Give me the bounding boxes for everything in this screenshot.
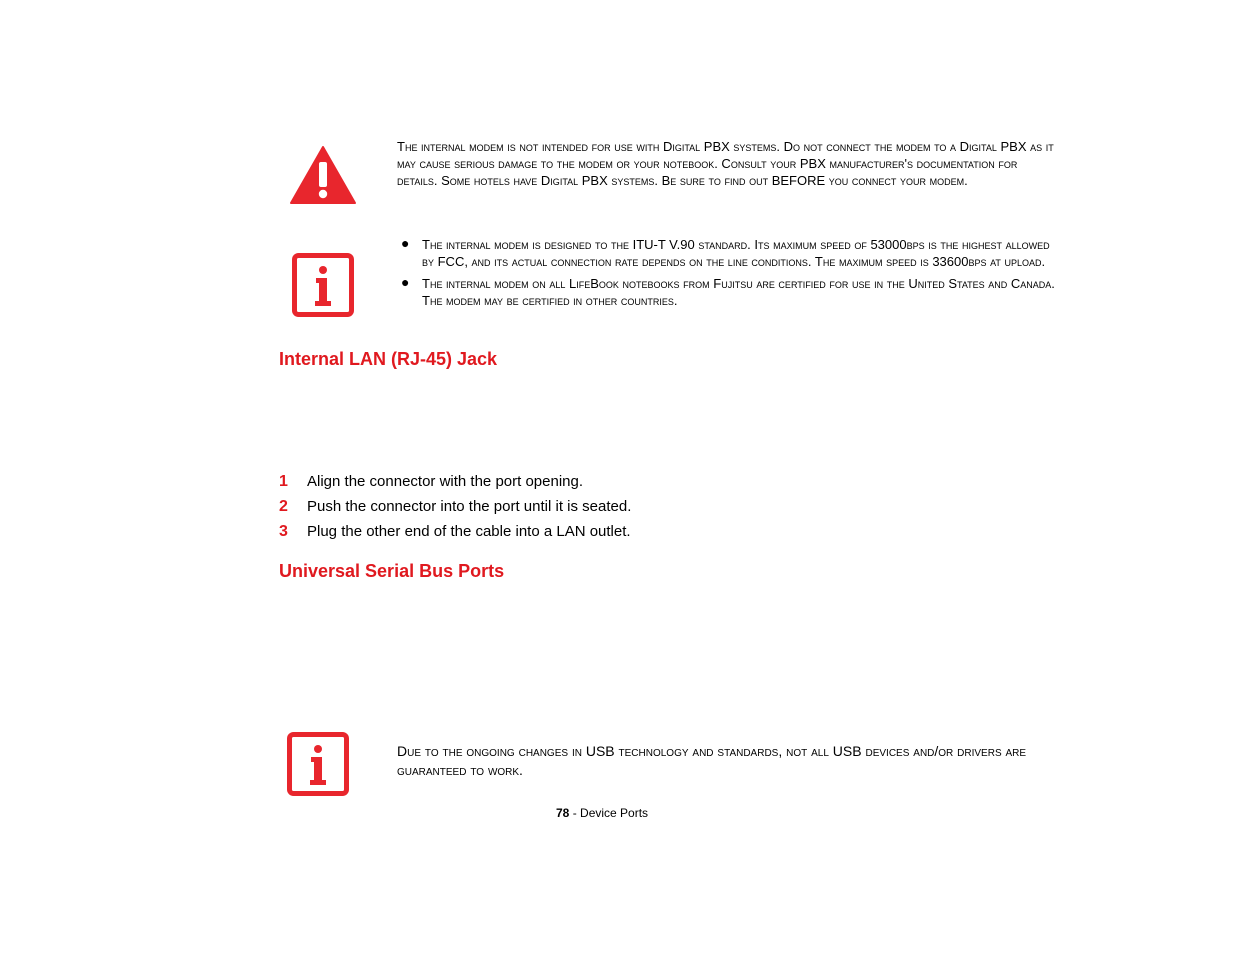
step-item xyxy=(279,522,631,547)
footer-section: - Device Ports xyxy=(569,806,649,820)
step-number: 2 xyxy=(279,498,288,515)
usb-note-text: Due to the ongoing changes in USB technology and standards, not all USB devices and/or drivers are guaranteed to work. xyxy=(397,743,1027,778)
info-bullet-list xyxy=(398,236,1058,314)
list-item xyxy=(398,236,1058,270)
step-text: Plug the other end of the cable into a LAN outlet. xyxy=(307,523,631,540)
bullet-icon: ● xyxy=(401,274,410,290)
section-heading-lan: Internal LAN (RJ-45) Jack xyxy=(279,349,498,369)
page-footer xyxy=(556,806,648,820)
step-item xyxy=(279,497,631,522)
step-text: Align the connector with the port opening. xyxy=(307,473,584,490)
info-icon xyxy=(292,253,354,317)
step-number: 3 xyxy=(279,523,288,540)
section-heading-usb: Universal Serial Bus Ports xyxy=(279,561,505,581)
bullet-text: The internal modem is designed to the ITU-T V.90 standard. Its maximum speed of 53000bps is the highest allowed by FCC, and its actual connection rate depends on the line conditions. The maximum speed is 33600bps at upload. xyxy=(422,237,1050,269)
step-number: 1 xyxy=(279,473,288,490)
page-number: 78 xyxy=(556,806,570,820)
info-icon xyxy=(287,732,349,796)
bullet-icon: ● xyxy=(401,235,410,251)
warning-text: The internal modem is not intended for use with Digital PBX systems. Do not connect the modem to a Digital PBX as it may cause serious damage to the modem or your notebook. Consult your PBX manufacturer's documentation for details. Some hotels have Digital PBX systems. Be sure to find out BEFORE you connect your modem. xyxy=(397,139,1054,188)
list-item xyxy=(398,275,1058,309)
warning-triangle-icon xyxy=(289,145,357,205)
bullet-text: The internal modem on all LifeBook notebooks from Fujitsu are certified for use in the United States and Canada. The modem may be certified in other countries. xyxy=(422,276,1055,308)
lan-steps-list xyxy=(279,472,631,547)
step-text: Push the connector into the port until it is seated. xyxy=(307,498,632,515)
step-item xyxy=(279,472,631,497)
